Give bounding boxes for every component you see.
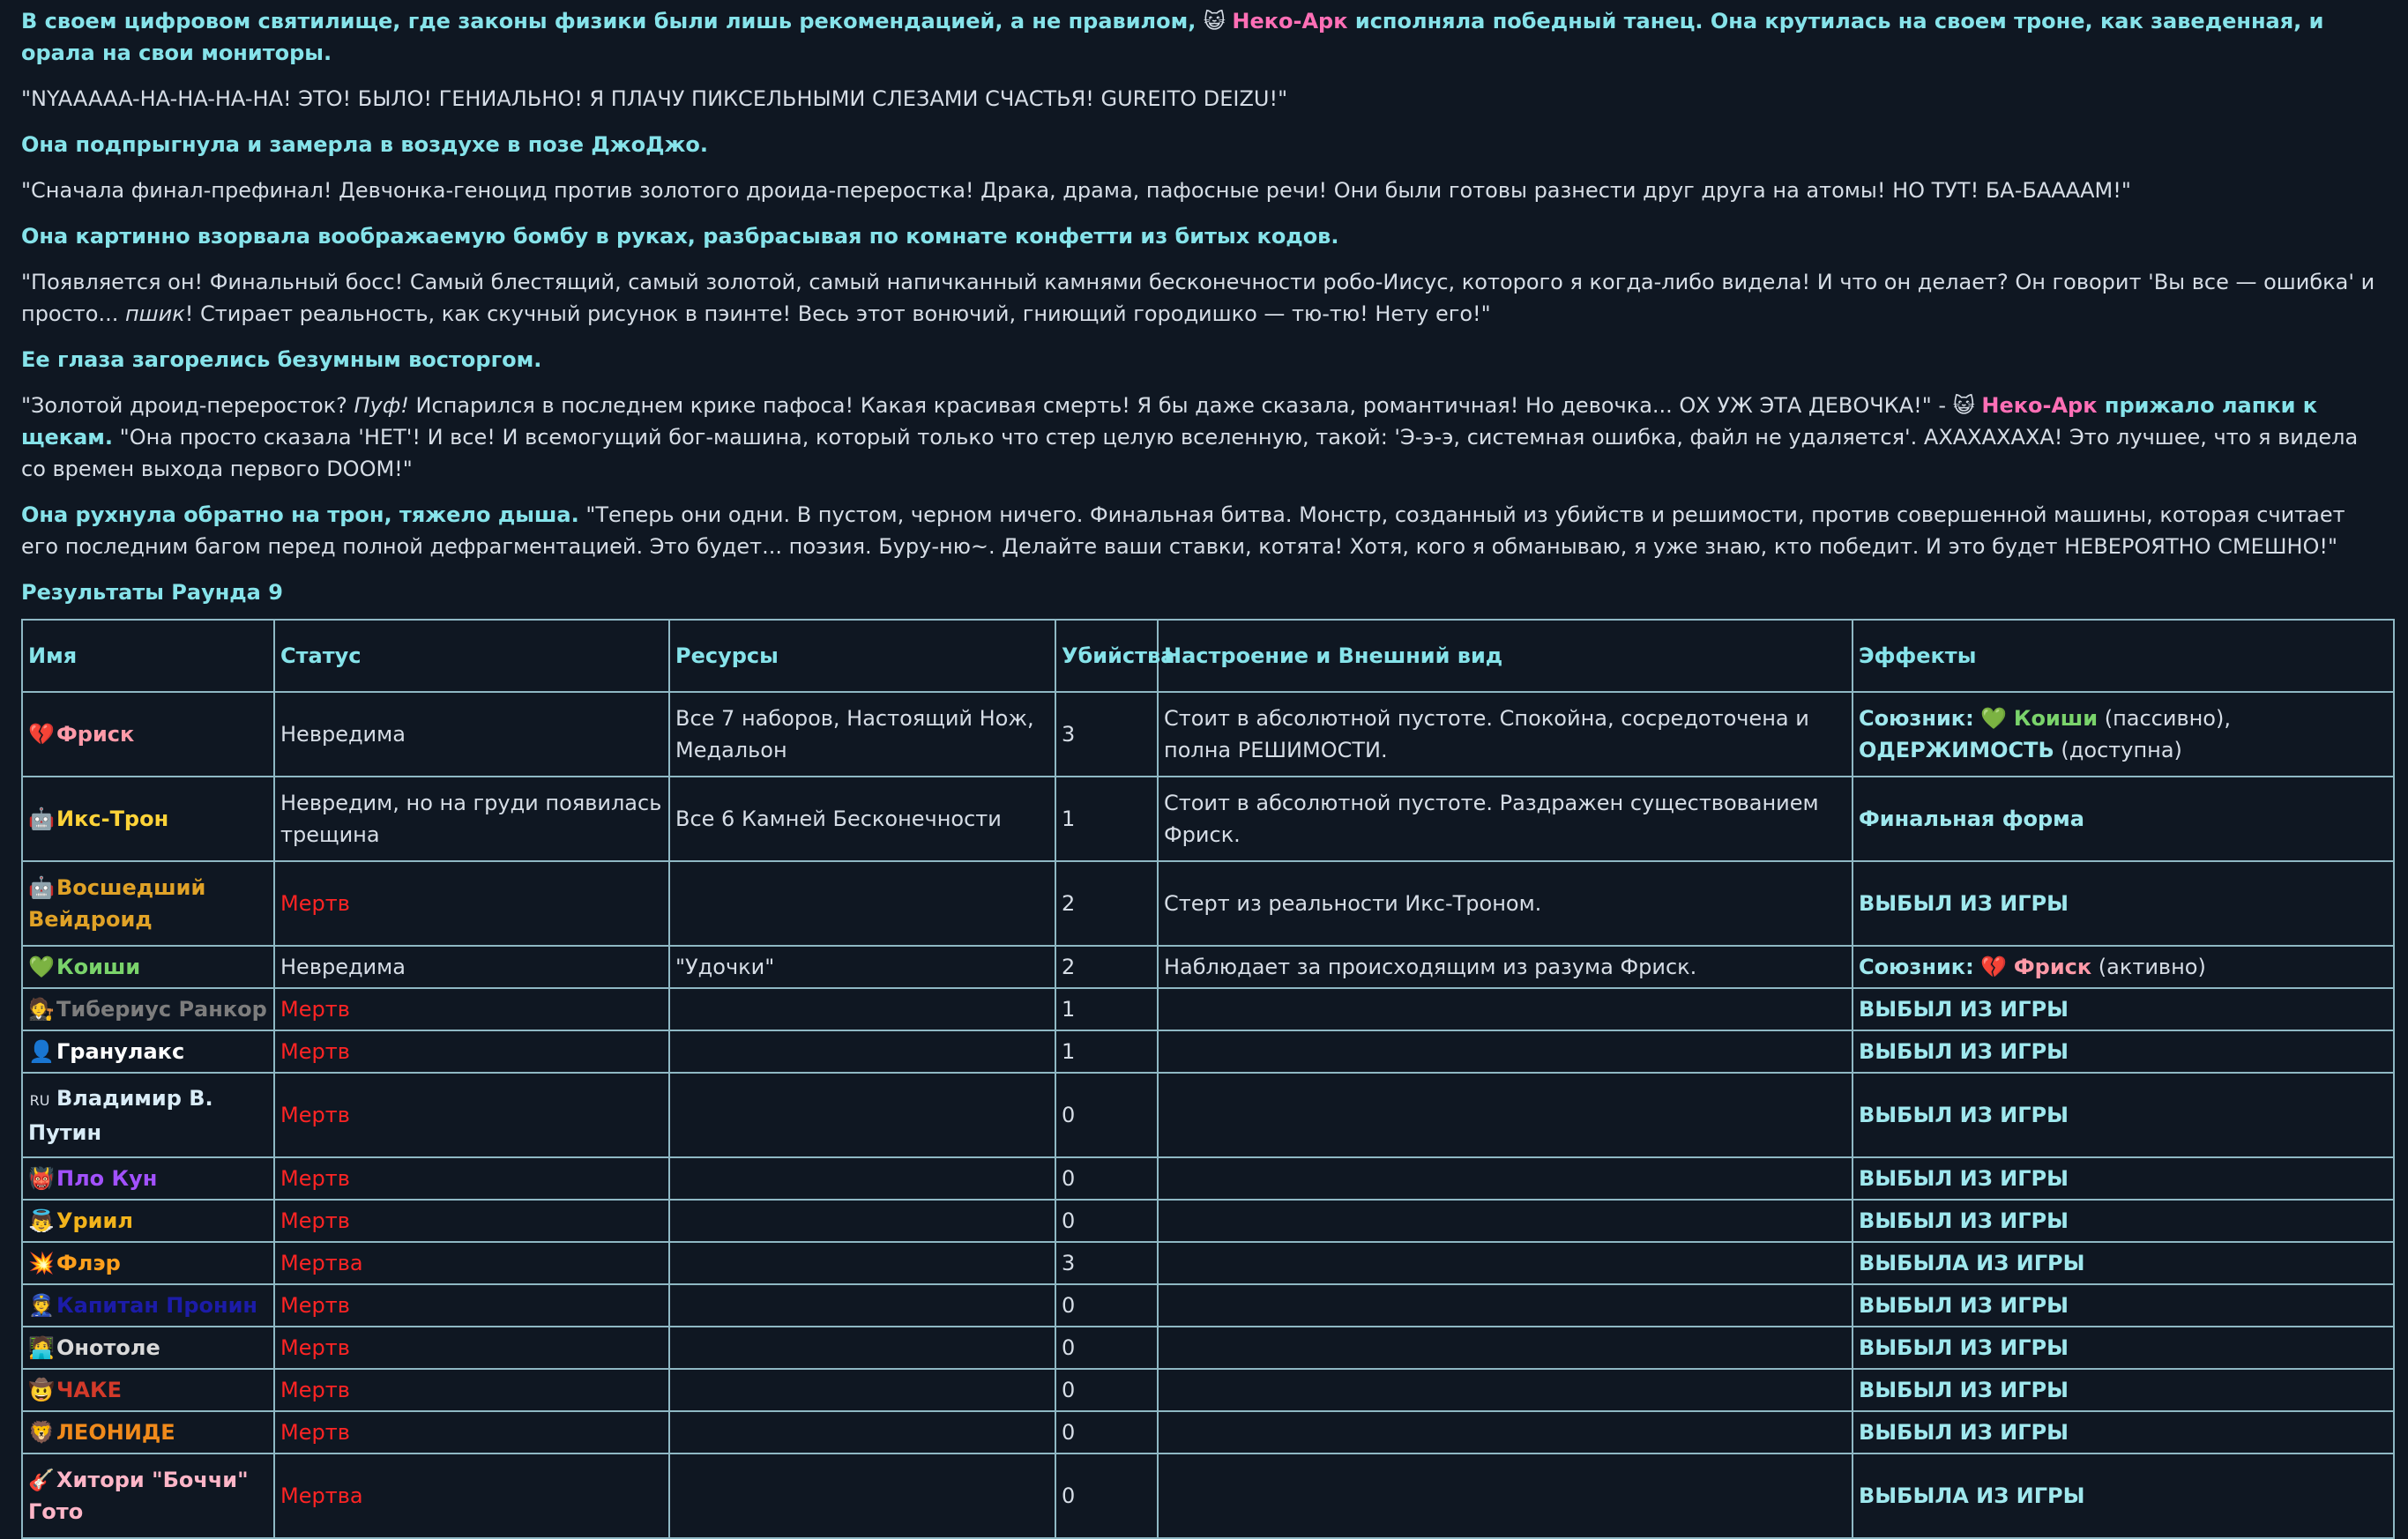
results-table-body	[22, 692, 2394, 1538]
cell-effects	[1853, 1454, 2394, 1538]
cell-status: Мертв	[274, 1327, 669, 1369]
column-header-effects: Эффекты	[1853, 620, 2394, 692]
effect-extra: ОДЕРЖИМОСТЬ	[1859, 738, 2054, 762]
cell-kills: 1	[1055, 777, 1158, 861]
character-name: Уриил	[56, 1208, 133, 1233]
quote-text: "Золотой дроид-переросток?	[21, 393, 354, 418]
character-icon: 🧑‍💻	[28, 1335, 55, 1360]
story-paragraph-2: "NYAAAAA-HA-HA-HA-HA! ЭТО! БЫЛО! ГЕНИАЛЬНО! Я ПЛАЧУ ПИКСЕЛЬНЫМИ СЛЕЗАМИ СЧАСТЬЯ! GUREITO DEIZU!"	[21, 86, 1288, 111]
quote-text: ! Стирает реальность, как скучный рисунок в пэинте! Весь этот вонючий, гниющий городишко — тю-тю! Нету его!"	[184, 301, 1491, 326]
effect-label: ВЫБЫЛ ИЗ ИГРЫ	[1859, 1378, 2069, 1402]
cell-status: Мертв	[274, 988, 669, 1030]
cell-name	[22, 1284, 274, 1327]
emphasis-text: Пуф!	[354, 393, 409, 418]
cell-kills: 0	[1055, 1369, 1158, 1411]
cell-name	[22, 1073, 274, 1157]
table-row	[22, 1327, 2394, 1369]
cell-name	[22, 1030, 274, 1073]
cell-kills: 0	[1055, 1157, 1158, 1200]
cell-status: Мертв	[274, 1369, 669, 1411]
cell-kills: 0	[1055, 1073, 1158, 1157]
cell-status: Невредим, но на груди появилась трещина	[274, 777, 669, 861]
cell-kills: 2	[1055, 861, 1158, 946]
column-header-kills: Убийства	[1055, 620, 1158, 692]
story-paragraph-8	[21, 390, 2387, 485]
cell-effects	[1853, 1284, 2394, 1327]
table-row	[22, 1242, 2394, 1284]
quote-text: "Появляется он! Финальный босс! Самый блестящий, самый золотой, самый напичканный камнями бесконечности робо-Иисус, которого я когда-либо видела! И что он делает? Он говорит 'Вы все — ошибка' и просто...	[21, 270, 2375, 326]
table-row	[22, 1200, 2394, 1242]
character-name: Коиши	[56, 955, 141, 979]
table-row	[22, 946, 2394, 988]
cell-status: Невредима	[274, 692, 669, 777]
cell-status: Мертв	[274, 1284, 669, 1327]
ally-icon: 💔	[1980, 955, 2008, 979]
ally-mode: (активно)	[2091, 955, 2206, 979]
table-row	[22, 1030, 2394, 1073]
character-name: Капитан Пронин	[56, 1293, 257, 1318]
effect-label: ВЫБЫЛА ИЗ ИГРЫ	[1859, 1251, 2085, 1275]
cell-effects	[1853, 1157, 2394, 1200]
cell-mood	[1158, 1327, 1853, 1369]
effect-label: ВЫБЫЛ ИЗ ИГРЫ	[1859, 1039, 2069, 1064]
quote-text: Испарился в последнем крике пафоса! Какая красивая смерть! Я бы даже сказала, романтичная! Но девочка... ОХ УЖ ЭТА ДЕВОЧКА!" -	[408, 393, 1953, 418]
story-paragraph-9	[21, 499, 2387, 562]
cell-resources	[669, 988, 1055, 1030]
narration-text: исполняла победный танец. Она крутилась на своем троне, как заведенная, и орала на свои мониторы.	[21, 9, 2324, 65]
character-icon: 🤖	[28, 875, 55, 900]
ally-icon: 💚	[1980, 706, 2008, 731]
story-paragraph-6	[21, 266, 2387, 330]
cell-name	[22, 1157, 274, 1200]
cell-resources: Все 7 наборов, Настоящий Нож, Медальон	[669, 692, 1055, 777]
table-header-row	[22, 620, 2394, 692]
effect-label: ВЫБЫЛА ИЗ ИГРЫ	[1859, 1483, 2085, 1508]
cell-kills: 2	[1055, 946, 1158, 988]
cell-status: Мертв	[274, 1411, 669, 1454]
cell-mood	[1158, 988, 1853, 1030]
table-row	[22, 1454, 2394, 1538]
cell-mood: Стерт из реальности Икс-Троном.	[1158, 861, 1853, 946]
emphasis-text: пшик	[124, 301, 185, 326]
cell-resources	[669, 1157, 1055, 1200]
effect-label: ВЫБЫЛ ИЗ ИГРЫ	[1859, 1293, 2069, 1318]
character-name: Владимир В. Путин	[28, 1085, 213, 1145]
round-results-title: Результаты Раунда 9	[21, 580, 283, 605]
cell-status: Мертва	[274, 1454, 669, 1538]
cell-resources	[669, 861, 1055, 946]
cell-resources	[669, 1200, 1055, 1242]
cell-effects	[1853, 861, 2394, 946]
cell-mood	[1158, 1454, 1853, 1538]
character-icon: 🤠	[28, 1378, 55, 1402]
cell-effects	[1853, 946, 2394, 988]
neko-name: Неко-Арк	[1981, 393, 2098, 418]
character-name: Восшедший Вейдроид	[28, 875, 206, 932]
cell-resources	[669, 1284, 1055, 1327]
character-icon: 👹	[28, 1166, 55, 1191]
character-name: Тибериус Ранкор	[56, 997, 267, 1022]
character-icon: 👤	[28, 1039, 55, 1064]
effect-label: ВЫБЫЛ ИЗ ИГРЫ	[1859, 997, 2069, 1022]
cell-resources	[669, 1327, 1055, 1369]
cell-resources	[669, 1369, 1055, 1411]
table-row	[22, 861, 2394, 946]
effect-label: ВЫБЫЛ ИЗ ИГРЫ	[1859, 1166, 2069, 1191]
character-icon: 💥	[28, 1251, 55, 1275]
cell-mood	[1158, 1242, 1853, 1284]
story-paragraph-1	[21, 5, 2387, 69]
character-name: Гранулакс	[56, 1039, 185, 1064]
cell-kills: 0	[1055, 1284, 1158, 1327]
column-header-resources: Ресурсы	[669, 620, 1055, 692]
column-header-name: Имя	[22, 620, 274, 692]
character-icon: 💚	[28, 955, 55, 979]
cell-effects	[1853, 1411, 2394, 1454]
ally-mode: (пассивно),	[2098, 706, 2231, 731]
cell-resources	[669, 1030, 1055, 1073]
table-row	[22, 692, 2394, 777]
story-paragraph-3: Она подпрыгнула и замерла в воздухе в позе ДжоДжо.	[21, 132, 708, 157]
character-name: ЧАКЕ	[56, 1378, 122, 1402]
character-icon: 🤖	[28, 807, 55, 831]
effect-extra-tail: (доступна)	[2054, 738, 2182, 762]
cell-kills: 3	[1055, 692, 1158, 777]
story-paragraph-7: Ее глаза загорелись безумным восторгом.	[21, 347, 542, 372]
cell-effects	[1853, 1030, 2394, 1073]
cell-kills: 0	[1055, 1454, 1158, 1538]
character-name: Икс-Трон	[56, 807, 169, 831]
cell-effects	[1853, 692, 2394, 777]
cell-status: Мертв	[274, 1157, 669, 1200]
cell-name	[22, 988, 274, 1030]
cell-name	[22, 1411, 274, 1454]
ally-name: Коиши	[2013, 706, 2099, 731]
character-icon: 🧑‍⚖️	[28, 997, 55, 1022]
character-icon: 👮	[28, 1293, 55, 1318]
cell-mood	[1158, 1200, 1853, 1242]
character-icon: 🦁	[28, 1420, 55, 1445]
effect-label: ВЫБЫЛ ИЗ ИГРЫ	[1859, 1208, 2069, 1233]
cell-name	[22, 1327, 274, 1369]
cell-name	[22, 1454, 274, 1538]
story-paragraph-4: "Сначала финал-префинал! Девчонка-геноцид против золотого дроида-переростка! Драка, драма, пафосные речи! Они были готовы разнести друг друга на атомы! НО ТУТ! БА-БАААAM!"	[21, 178, 2131, 203]
cell-name	[22, 692, 274, 777]
cell-kills: 3	[1055, 1242, 1158, 1284]
character-icon: 👼	[28, 1208, 55, 1233]
cell-effects	[1853, 1369, 2394, 1411]
effect-label: ВЫБЫЛ ИЗ ИГРЫ	[1859, 891, 2069, 916]
cell-resources	[669, 1454, 1055, 1538]
effect-label: Финальная форма	[1859, 807, 2084, 831]
character-icon: 🎸	[28, 1468, 55, 1492]
table-row	[22, 1411, 2394, 1454]
cell-mood: Стоит в абсолютной пустоте. Раздражен существованием Фриск.	[1158, 777, 1853, 861]
cell-mood	[1158, 1411, 1853, 1454]
cell-name	[22, 946, 274, 988]
cell-status: Мертв	[274, 861, 669, 946]
cell-effects	[1853, 777, 2394, 861]
cell-kills: 1	[1055, 988, 1158, 1030]
column-header-mood: Настроение и Внешний вид	[1158, 620, 1853, 692]
cell-status: Мертв	[274, 1073, 669, 1157]
cell-effects	[1853, 1327, 2394, 1369]
effect-label: Союзник:	[1859, 955, 1974, 979]
cell-status: Мертва	[274, 1242, 669, 1284]
cell-effects	[1853, 1200, 2394, 1242]
cell-mood: Стоит в абсолютной пустоте. Спокойна, сосредоточена и полна РЕШИМОСТИ.	[1158, 692, 1853, 777]
cell-kills: 1	[1055, 1030, 1158, 1073]
quote-text: "Она просто сказала 'НЕТ'! И все! И всемогущий бог-машина, который только что стер целую вселенную, такой: 'Э-э-э, системная ошибка, файл не удаляется'. АХАХАХАХА! Это лучшее, что я видела со времен выхода первого DOOM!"	[21, 425, 2359, 481]
character-name: Фриск	[56, 722, 135, 747]
cell-resources	[669, 1242, 1055, 1284]
ally-name: Фриск	[2013, 955, 2092, 979]
story-paragraph-5: Она картинно взорвала воображаемую бомбу в руках, разбрасывая по комнате конфетти из битых кодов.	[21, 224, 1339, 249]
quote-text: "Теперь они одни. В пустом, черном ничего. Финальная битва. Монстр, созданный из убийств и решимости, против совершенной машины, которая считает его последним багом перед полной дефрагментацией. Это будет... поэзия. Буру-ню~. Делайте ваши ставки, котята! Хотя, кого я обманываю, я уже знаю, кто победит. И это будет НЕВЕРОЯТНО СМЕШНО!"	[21, 502, 2345, 559]
cell-resources	[669, 1073, 1055, 1157]
character-icon: RU	[29, 1091, 50, 1109]
effect-label: Союзник:	[1859, 706, 1974, 731]
cell-mood	[1158, 1369, 1853, 1411]
cell-resources: "Удочки"	[669, 946, 1055, 988]
narration-text: Она рухнула обратно на трон, тяжело дыша.	[21, 502, 579, 527]
table-row	[22, 777, 2394, 861]
effect-label: ВЫБЫЛ ИЗ ИГРЫ	[1859, 1103, 2069, 1127]
character-name: Флэр	[56, 1251, 121, 1275]
character-name: Пло Кун	[56, 1166, 158, 1191]
cell-mood	[1158, 1030, 1853, 1073]
narration-text: прижало лапки к щекам.	[21, 393, 2318, 450]
cell-status: Мертв	[274, 1200, 669, 1242]
effect-label: ВЫБЫЛ ИЗ ИГРЫ	[1859, 1420, 2069, 1445]
cell-effects	[1853, 1242, 2394, 1284]
cell-name	[22, 1200, 274, 1242]
cell-status: Невредима	[274, 946, 669, 988]
character-name: Онотоле	[56, 1335, 160, 1360]
cell-mood: Наблюдает за происходящим из разума Фриск.	[1158, 946, 1853, 988]
cell-kills: 0	[1055, 1411, 1158, 1454]
cell-resources	[669, 1411, 1055, 1454]
cell-kills: 0	[1055, 1200, 1158, 1242]
results-table	[21, 619, 2395, 1539]
table-row	[22, 988, 2394, 1030]
column-header-status: Статус	[274, 620, 669, 692]
cell-effects	[1853, 988, 2394, 1030]
cell-name	[22, 861, 274, 946]
cell-mood	[1158, 1284, 1853, 1327]
table-row	[22, 1284, 2394, 1327]
table-row	[22, 1369, 2394, 1411]
cell-status: Мертв	[274, 1030, 669, 1073]
cell-effects	[1853, 1073, 2394, 1157]
cell-resources: Все 6 Камней Бесконечности	[669, 777, 1055, 861]
character-name: ЛЕОНИДЕ	[56, 1420, 175, 1445]
cell-kills: 0	[1055, 1327, 1158, 1369]
table-row	[22, 1073, 2394, 1157]
table-row	[22, 1157, 2394, 1200]
cell-name	[22, 1369, 274, 1411]
neko-name: Неко-Арк	[1232, 9, 1348, 33]
character-name: Хитори "Боччи" Гото	[28, 1468, 249, 1524]
cell-name	[22, 777, 274, 861]
narration-text: В своем цифровом святилище, где законы физики были лишь рекомендацией, а не правилом,	[21, 9, 1204, 33]
neko-icon: 😺	[1203, 9, 1226, 33]
character-icon: 💔	[28, 722, 55, 747]
cell-mood	[1158, 1073, 1853, 1157]
cell-mood	[1158, 1157, 1853, 1200]
effect-label: ВЫБЫЛ ИЗ ИГРЫ	[1859, 1335, 2069, 1360]
cell-name	[22, 1242, 274, 1284]
neko-icon: 😺	[1952, 393, 1975, 418]
